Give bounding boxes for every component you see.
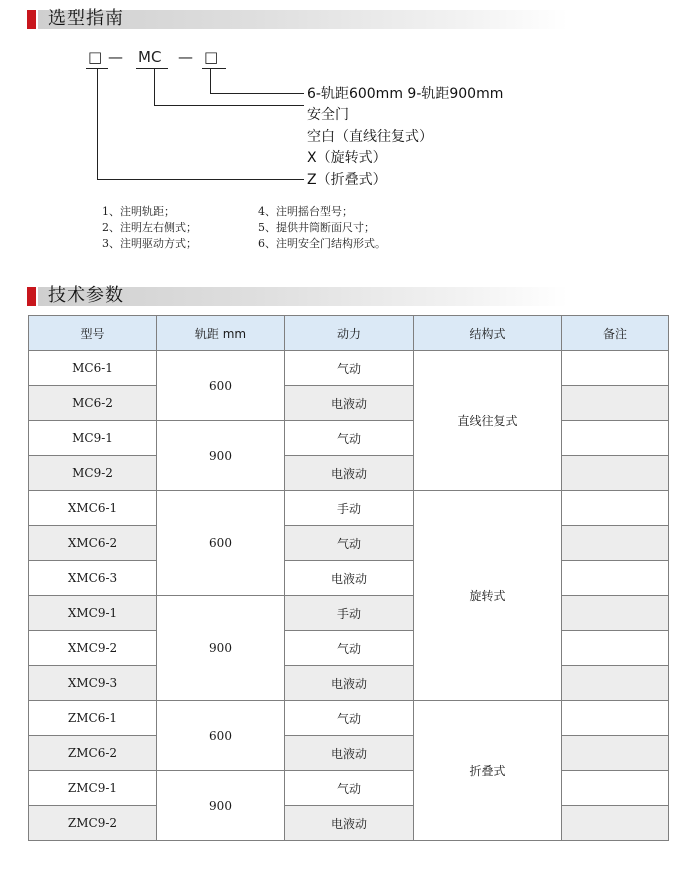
leader-prefix-v — [97, 68, 98, 180]
leader-suffix-v — [210, 68, 211, 94]
table-header-row — [29, 316, 669, 351]
table-row — [29, 456, 669, 491]
cell-power: 气动 — [285, 771, 414, 806]
option-folding: Z（折叠式） — [307, 172, 387, 188]
cell-power: 电液动 — [285, 561, 414, 596]
cell-power: 气动 — [285, 421, 414, 456]
table-row — [29, 351, 669, 386]
cell-power: 电液动 — [285, 456, 414, 491]
cell-power: 气动 — [285, 701, 414, 736]
cell-model: ZMC9-1 — [29, 771, 157, 806]
header-power: 动力 — [285, 316, 414, 351]
cell-power: 手动 — [285, 596, 414, 631]
cell-remarks — [562, 771, 669, 806]
table-row — [29, 701, 669, 736]
cell-gauge: 600 — [157, 491, 285, 596]
cell-power: 电液动 — [285, 386, 414, 421]
params-table — [28, 315, 669, 841]
cell-remarks — [562, 631, 669, 666]
note-2: 2、注明左右侧式； — [102, 221, 197, 234]
cell-remarks — [562, 736, 669, 771]
table-row — [29, 561, 669, 596]
header-structure: 结构式 — [414, 316, 562, 351]
prefix-box: □ — [88, 48, 103, 66]
table-row — [29, 386, 669, 421]
cell-model: XMC9-3 — [29, 666, 157, 701]
cell-model: XMC9-1 — [29, 596, 157, 631]
cell-remarks — [562, 386, 669, 421]
note-3: 3、注明驱动方式； — [102, 237, 197, 250]
cell-model: MC6-1 — [29, 351, 157, 386]
cell-remarks — [562, 351, 669, 386]
cell-structure: 折叠式 — [414, 701, 562, 841]
cell-remarks — [562, 701, 669, 736]
cell-model: ZMC6-2 — [29, 736, 157, 771]
table-row — [29, 806, 669, 841]
section-title: 选型指南 — [48, 8, 124, 29]
model-code-diagram — [0, 40, 700, 200]
code-dash-2: — — [178, 48, 193, 66]
table-row — [29, 596, 669, 631]
cell-gauge: 600 — [157, 701, 285, 771]
header-model: 型号 — [29, 316, 157, 351]
leader-prefix-h — [97, 179, 304, 180]
selection-guide-header — [0, 6, 700, 32]
note-5: 5、提供井筒断面尺寸； — [258, 221, 375, 234]
option-gauge: 6-轨距600mm 9-轨距900mm — [307, 86, 504, 102]
cell-power: 气动 — [285, 351, 414, 386]
code-dash-1: — — [108, 48, 123, 66]
note-1: 1、注明轨距； — [102, 205, 175, 218]
table-row — [29, 666, 669, 701]
underline-core — [136, 68, 168, 69]
leader-core-h — [154, 105, 304, 106]
cell-gauge: 900 — [157, 596, 285, 701]
cell-model: ZMC9-2 — [29, 806, 157, 841]
table-row — [29, 491, 669, 526]
cell-gauge: 900 — [157, 421, 285, 491]
cell-power: 电液动 — [285, 806, 414, 841]
table-row — [29, 631, 669, 666]
cell-remarks — [562, 491, 669, 526]
cell-power: 手动 — [285, 491, 414, 526]
option-rotary: X（旋转式） — [307, 150, 387, 166]
cell-power: 电液动 — [285, 666, 414, 701]
table-row — [29, 421, 669, 456]
cell-remarks — [562, 806, 669, 841]
option-linear: 空白（直线往复式） — [307, 129, 433, 145]
table-row — [29, 526, 669, 561]
leader-suffix-h — [210, 93, 304, 94]
note-6: 6、注明安全门结构形式。 — [258, 237, 386, 250]
cell-model: MC9-1 — [29, 421, 157, 456]
cell-power: 电液动 — [285, 736, 414, 771]
cell-power: 气动 — [285, 526, 414, 561]
cell-remarks — [562, 596, 669, 631]
cell-model: XMC6-3 — [29, 561, 157, 596]
cell-remarks — [562, 421, 669, 456]
cell-remarks — [562, 561, 669, 596]
cell-model: ZMC6-1 — [29, 701, 157, 736]
cell-structure: 旋转式 — [414, 491, 562, 701]
cell-model: XMC6-2 — [29, 526, 157, 561]
section-accent-marker — [27, 287, 36, 306]
header-remarks: 备注 — [562, 316, 669, 351]
code-core: MC — [138, 48, 162, 66]
cell-gauge: 900 — [157, 771, 285, 841]
note-4: 4、注明摇台型号； — [258, 205, 353, 218]
suffix-box: □ — [204, 48, 219, 66]
cell-model: MC9-2 — [29, 456, 157, 491]
cell-remarks — [562, 456, 669, 491]
section-title: 技术参数 — [48, 285, 124, 306]
cell-remarks — [562, 526, 669, 561]
cell-model: MC6-2 — [29, 386, 157, 421]
cell-model: XMC9-2 — [29, 631, 157, 666]
header-gauge: 轨距 mm — [157, 316, 285, 351]
ordering-notes — [0, 205, 700, 255]
table-row — [29, 736, 669, 771]
cell-remarks — [562, 666, 669, 701]
cell-gauge: 600 — [157, 351, 285, 421]
underline-suffix — [202, 68, 226, 69]
option-safety-gate: 安全门 — [307, 107, 349, 123]
cell-power: 气动 — [285, 631, 414, 666]
cell-model: XMC6-1 — [29, 491, 157, 526]
technical-params-header — [0, 283, 700, 309]
section-accent-marker — [27, 10, 36, 29]
table-row — [29, 771, 669, 806]
leader-core-v — [154, 68, 155, 106]
cell-structure: 直线往复式 — [414, 351, 562, 491]
